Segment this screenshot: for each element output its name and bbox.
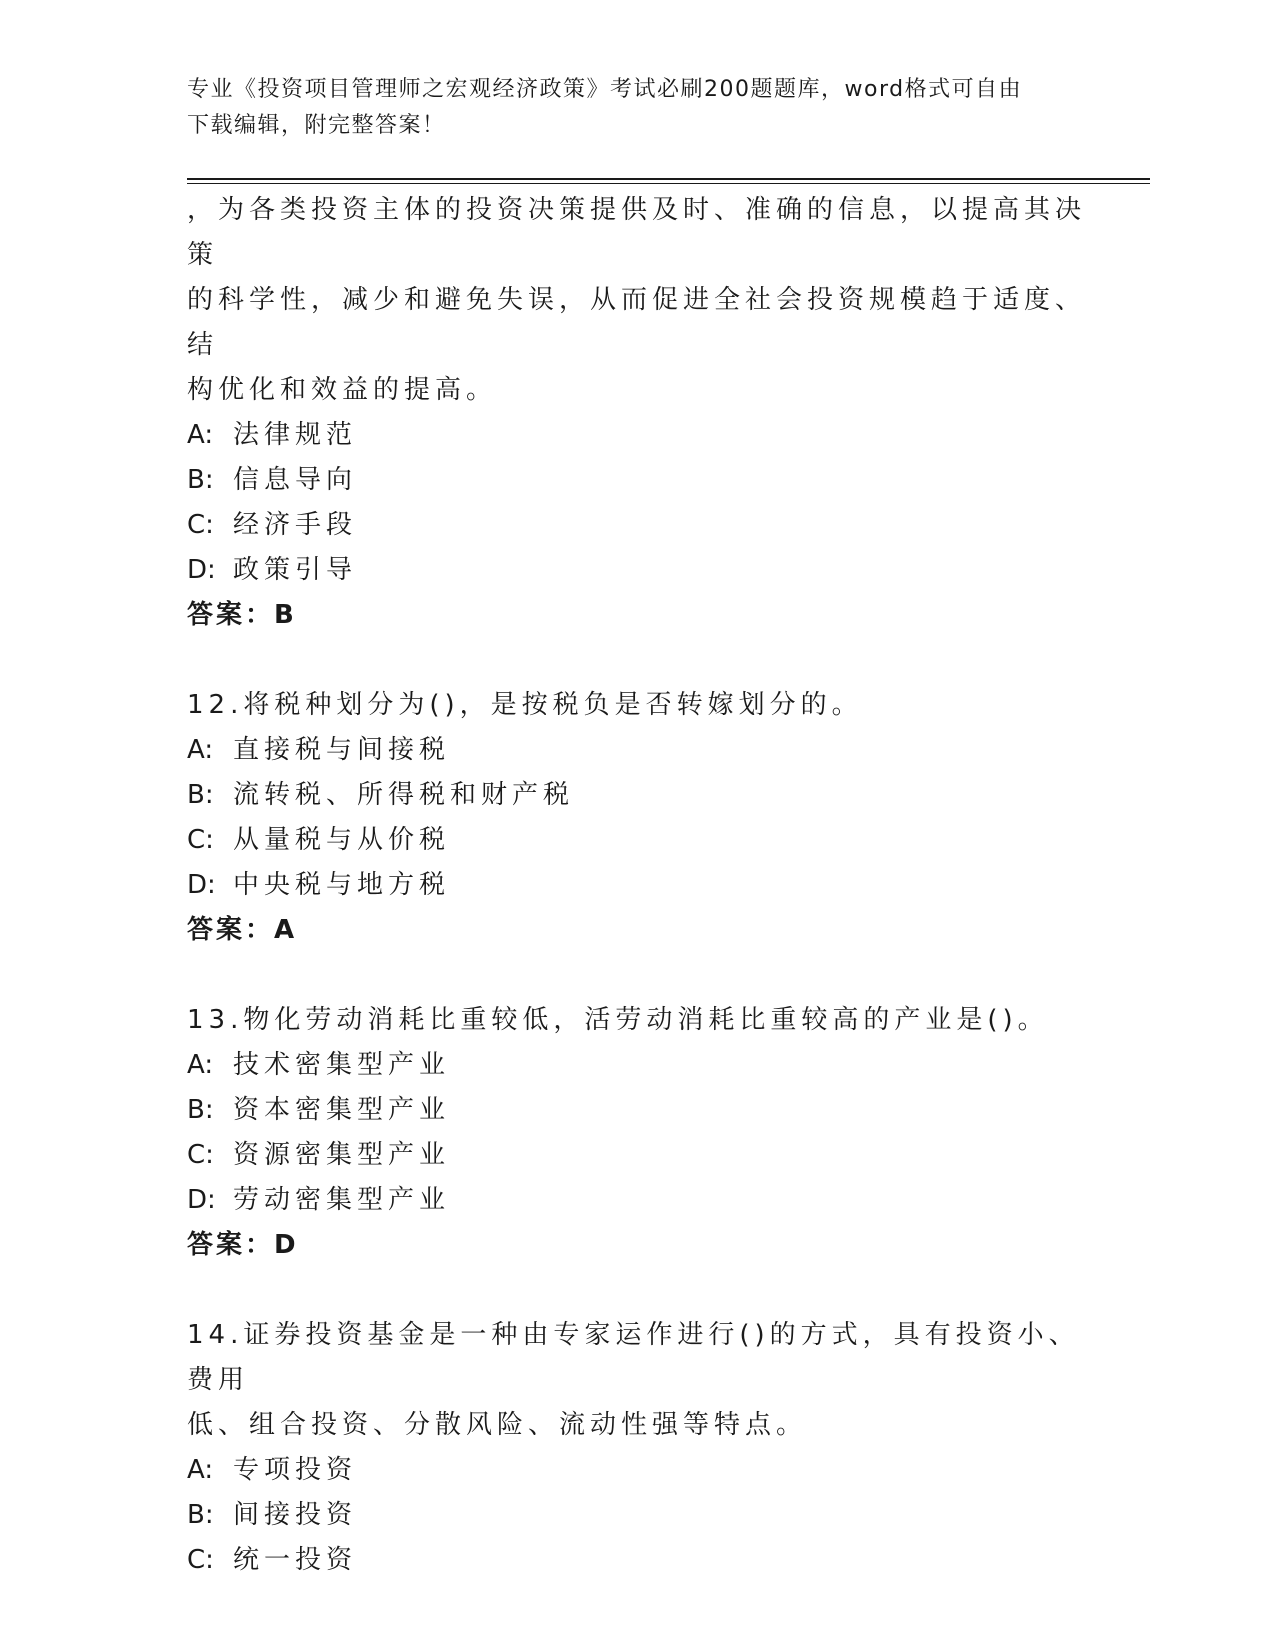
question-11-continued <box>187 188 1087 638</box>
answer-line: 答案：B <box>187 600 297 630</box>
option-d <box>187 548 1087 593</box>
option-c <box>187 503 1087 548</box>
option-text: 技术密集型产业 <box>233 1050 451 1080</box>
option-key: B: <box>187 465 214 495</box>
option-a <box>187 413 1087 458</box>
option-c <box>187 1538 1087 1583</box>
option-c <box>187 818 1087 863</box>
header-divider-thick <box>187 178 1150 180</box>
option-text: 直接税与间接税 <box>233 735 451 765</box>
option-d <box>187 863 1087 908</box>
option-text: 统一投资 <box>233 1545 358 1575</box>
answer-line: 答案：D <box>187 1230 299 1260</box>
question-gap <box>187 953 1087 998</box>
option-d <box>187 1178 1087 1223</box>
option-text: 资源密集型产业 <box>233 1140 451 1170</box>
question-gap <box>187 1268 1087 1313</box>
option-key: C: <box>187 825 214 855</box>
option-key: D: <box>187 555 216 585</box>
option-a <box>187 1043 1087 1088</box>
option-key: A: <box>187 1455 214 1485</box>
option-text: 流转税、所得税和财产税 <box>233 780 575 810</box>
question-gap <box>187 638 1087 683</box>
option-text: 从量税与从价税 <box>233 825 451 855</box>
option-key: C: <box>187 1140 214 1170</box>
question-text-line: ，为各类投资主体的投资决策提供及时、准确的信息，以提高其决策 <box>187 195 1087 270</box>
question-text-line: 低、组合投资、分散风险、流动性强等特点。 <box>187 1410 808 1440</box>
option-text: 劳动密集型产业 <box>233 1185 451 1215</box>
question-12 <box>187 683 1087 953</box>
option-key: C: <box>187 510 214 540</box>
option-text: 法律规范 <box>233 420 358 450</box>
document-body <box>187 188 1087 1583</box>
option-key: B: <box>187 1095 214 1125</box>
header-divider-thin <box>187 183 1150 184</box>
option-a <box>187 728 1087 773</box>
option-text: 资本密集型产业 <box>233 1095 451 1125</box>
option-key: A: <box>187 735 214 765</box>
option-text: 中央税与地方税 <box>233 870 451 900</box>
option-text: 经济手段 <box>233 510 358 540</box>
question-text-line: 12.将税种划分为()，是按税负是否转嫁划分的。 <box>187 690 863 720</box>
answer-line: 答案：A <box>187 915 298 945</box>
option-a <box>187 1448 1087 1493</box>
question-text-line: 构优化和效益的提高。 <box>187 375 498 405</box>
option-text: 信息导向 <box>233 465 358 495</box>
option-b <box>187 458 1087 503</box>
option-key: D: <box>187 870 216 900</box>
question-text-line: 的科学性，减少和避免失误，从而促进全社会投资规模趋于适度、结 <box>187 285 1087 360</box>
question-14 <box>187 1313 1087 1583</box>
document-header <box>187 72 1087 144</box>
option-key: D: <box>187 1185 216 1215</box>
option-text: 专项投资 <box>233 1455 358 1485</box>
question-text-line: 13.物化劳动消耗比重较低，活劳动消耗比重较高的产业是()。 <box>187 1005 1049 1035</box>
question-text-line: 14.证券投资基金是一种由专家运作进行()的方式，具有投资小、费用 <box>187 1320 1080 1395</box>
option-b <box>187 1493 1087 1538</box>
header-line-2: 下载编辑，附完整答案！ <box>187 113 446 138</box>
header-line-1: 专业《投资项目管理师之宏观经济政策》考试必刷200题题库，word格式可自由 <box>187 77 1023 102</box>
option-key: C: <box>187 1545 214 1575</box>
option-key: A: <box>187 420 214 450</box>
option-text: 间接投资 <box>233 1500 358 1530</box>
option-text: 政策引导 <box>233 555 358 585</box>
option-key: B: <box>187 780 214 810</box>
option-b <box>187 773 1087 818</box>
option-key: B: <box>187 1500 214 1530</box>
option-c <box>187 1133 1087 1178</box>
question-13 <box>187 998 1087 1268</box>
option-key: A: <box>187 1050 214 1080</box>
option-b <box>187 1088 1087 1133</box>
